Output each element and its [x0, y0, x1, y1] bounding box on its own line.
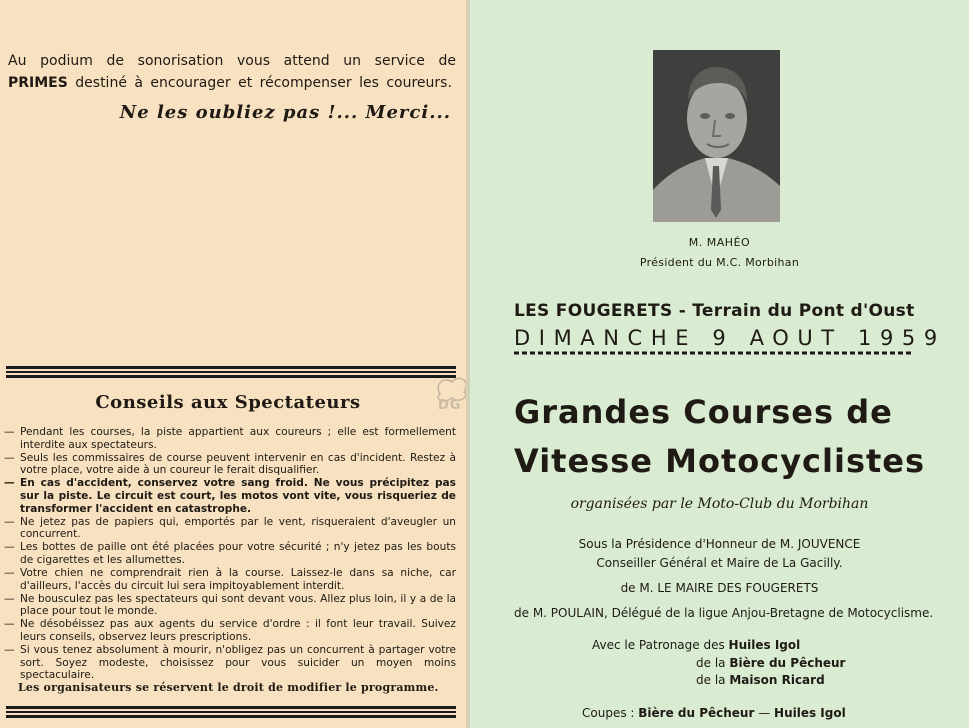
patron-prefix: de la — [696, 656, 730, 670]
primes-text-1: Au podium de sonorisation vous attend un service de — [8, 53, 456, 69]
patronage-line-3 — [696, 673, 825, 687]
event-place — [514, 301, 915, 321]
conseil-item: — En cas d'accident, conservez votre sang froid. Ne vous précipitez pas sur la piste. Le circuit est court, les motos vont vite, vous risqueriez de transformer l'accident en catastrophe. — [4, 477, 456, 515]
organisateurs-note: Les organisateurs se réservent le droit de modifier le programme. — [18, 681, 439, 694]
coupes-line — [582, 706, 846, 720]
conseiller-line: Conseiller Général et Maire de La Gacilly. — [596, 556, 843, 570]
event-title-line-2: Vitesse Motocyclistes — [514, 442, 926, 480]
dashed-divider — [514, 352, 914, 355]
portrait-caption-role: Président du M.C. Morbihan — [639, 256, 800, 269]
primes-paragraph — [8, 50, 456, 94]
coupe-biere: Bière du Pêcheur — [638, 706, 755, 720]
conseils-list — [4, 426, 456, 682]
thanks-line: Ne les oubliez pas !... Merci... — [119, 102, 451, 123]
left-page — [0, 0, 469, 728]
primes-text-2: destiné à encourager et récompenser les coureurs. — [67, 75, 452, 91]
event-title-line-1: Grandes Courses de — [514, 393, 893, 431]
event-date: DIMANCHE 9 AOUT 1959 — [514, 326, 946, 350]
organisers-line: organisées par le Moto-Club du Morbihan — [570, 496, 869, 512]
conseil-item: — Seuls les commissaires de course peuvent intervenir en cas d'incident. Restez à votre place, votre aide à un coureur le ferait disqualifier. — [4, 452, 456, 477]
right-page — [470, 0, 969, 728]
coupes-label: Coupes : — [582, 706, 639, 720]
coupe-igol: Huiles Igol — [774, 706, 846, 720]
patronage-line-1 — [592, 638, 800, 652]
maire-line: de M. LE MAIRE DES FOUGERETS — [620, 581, 819, 595]
triple-rule-top — [6, 366, 456, 380]
triple-rule-bottom — [6, 706, 456, 720]
presidence-line: Sous la Présidence d'Honneur de M. JOUVENCE — [578, 537, 861, 551]
portrait-photo — [653, 50, 780, 222]
place-town: LES FOUGERETS — [514, 301, 673, 321]
watermark-text: DG — [438, 398, 462, 413]
coupes-separator: — — [754, 706, 775, 720]
conseil-item: — Votre chien ne comprendrait rien à la course. Laissez-le dans sa niche, car d'ailleurs, l'accès du circuit lui sera impitoyablement interdit. — [4, 567, 456, 592]
conseil-item: — Ne bousculez pas les spectateurs qui sont devant vous. Allez plus loin, il y a de la place pour tout le monde. — [4, 593, 456, 618]
conseil-item: — Les bottes de paille ont été placées pour votre sécurité ; n'y jetez pas les bouts de cigarettes et les allumettes. — [4, 541, 456, 566]
conseil-item: — Ne désobéissez pas aux agents du service d'ordre : il font leur travail. Suivez leurs conseils, observez leurs prescriptions. — [4, 618, 456, 643]
conseil-item: — Ne jetez pas de papiers qui, emportés par le vent, risqueraient d'aveugler un concurrent. — [4, 516, 456, 541]
portrait-caption-name: M. MAHÉO — [688, 236, 751, 249]
poulain-line: de M. POULAIN, Délégué de la ligue Anjou-Bretagne de Motocyclisme. — [514, 606, 934, 620]
patron-biere: Bière du Pêcheur — [729, 656, 846, 670]
primes-bold: PRIMES — [8, 75, 68, 91]
place-terrain: - Terrain du Pont d'Oust — [672, 301, 915, 321]
patron-ricard: Maison Ricard — [729, 673, 825, 687]
conseils-title: Conseils aux Spectateurs — [95, 392, 361, 413]
patronage-line-2 — [696, 656, 845, 670]
patron-igol: Huiles Igol — [728, 638, 801, 652]
conseil-item: — Si vous tenez absolument à mourir, n'obligez pas un concurrent à partager votre sort. Soyez modeste, choisissez pour vous suicider un moyen moins spectaculaire. — [4, 644, 456, 682]
patronage-intro: Avec le Patronage des — [592, 638, 729, 652]
patron-prefix: de la — [696, 673, 730, 687]
conseil-item: — Pendant les courses, la piste appartient aux coureurs ; elle est formellement interdite aux spectateurs. — [4, 426, 456, 451]
